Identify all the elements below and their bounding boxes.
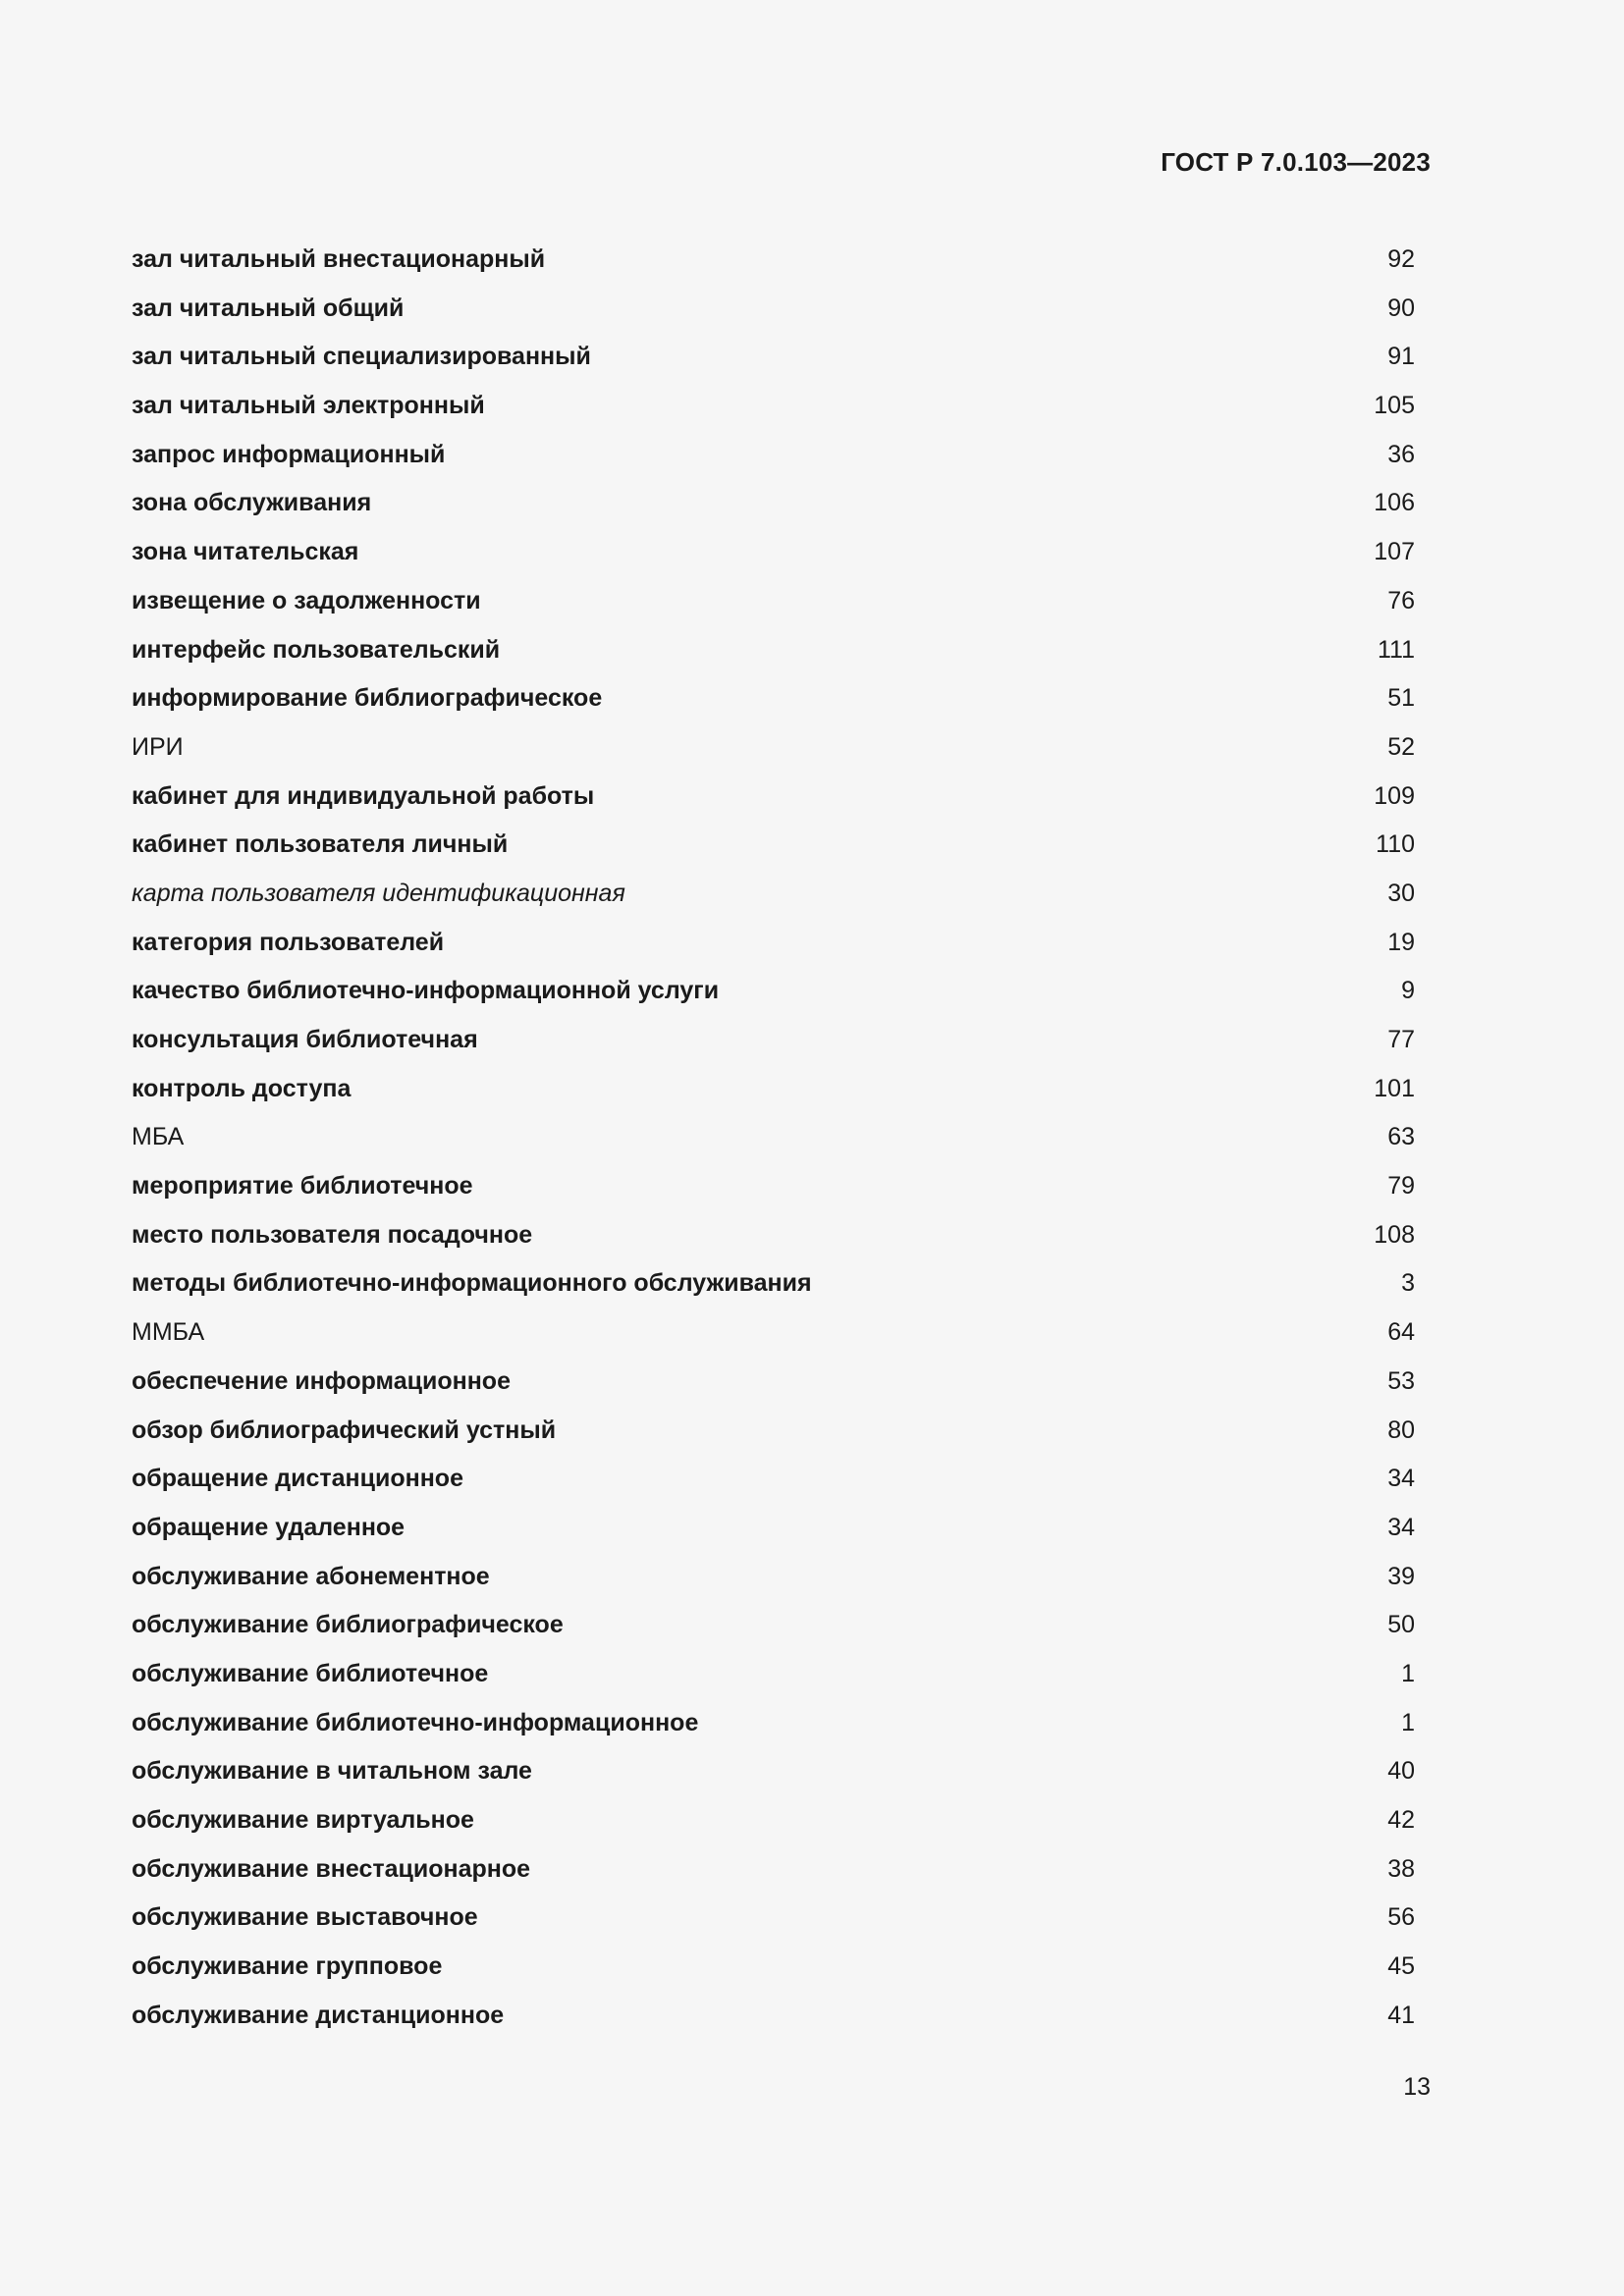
index-term-number: 51 [1387,684,1415,713]
index-term-number: 111 [1377,635,1415,664]
index-term-number: 56 [1387,1903,1415,1932]
index-term: зона читательская [132,538,359,566]
index-term-number: 41 [1387,2001,1415,2029]
index-term-number: 34 [1387,1465,1415,1493]
index-entry [132,919,1415,968]
index-term: категория пользователей [132,928,445,956]
index-term: обращение удаленное [132,1513,406,1541]
alphabetical-term-index [132,236,1415,2040]
index-term-number: 108 [1374,1220,1415,1249]
index-entry [132,773,1415,822]
index-term-number: 1 [1401,1659,1415,1687]
index-term: зал читальный электронный [132,392,485,420]
index-entry [132,1699,1415,1748]
index-entry [132,1113,1415,1162]
index-term: методы библиотечно-информационного обслуживания [132,1269,812,1298]
index-term: кабинет для индивидуальной работы [132,781,595,810]
index-term-number: 50 [1387,1611,1415,1639]
index-entry [132,626,1415,675]
index-term-number: 79 [1387,1172,1415,1201]
index-term: карта пользователя идентификационная [132,879,625,907]
index-term-number: 39 [1387,1562,1415,1590]
index-term-number: 30 [1387,879,1415,907]
index-entry [132,821,1415,870]
index-term-number: 52 [1387,732,1415,761]
index-entry [132,1407,1415,1456]
index-entry [132,479,1415,528]
index-term: кабинет пользователя личный [132,830,509,859]
index-term-number: 77 [1387,1026,1415,1053]
index-term-number: 34 [1387,1513,1415,1541]
index-term-number: 107 [1374,538,1415,566]
index-term: обслуживание внестационарное [132,1854,531,1883]
index-term: запрос информационный [132,440,446,468]
index-entry [132,1553,1415,1602]
index-term: обслуживание библиотечное [132,1659,489,1687]
index-entry [132,382,1415,431]
index-term-number: 42 [1387,1806,1415,1834]
document-header-standard: ГОСТ Р 7.0.103—2023 [1161,147,1431,177]
index-entry [132,1504,1415,1553]
index-term: качество библиотечно-информационной услуги [132,977,720,1005]
index-entry [132,674,1415,723]
index-term-number: 19 [1387,928,1415,956]
index-term: обзор библиографический устный [132,1415,557,1444]
index-entry [132,1162,1415,1211]
index-term: МБА [132,1123,185,1151]
index-term: обеспечение информационное [132,1366,511,1395]
index-term-number: 105 [1374,392,1415,420]
index-term: обслуживание виртуальное [132,1806,474,1834]
index-term: обслуживание абонементное [132,1562,490,1590]
index-term: консультация библиотечная [132,1026,478,1053]
index-term: ММБА [132,1318,205,1347]
index-term-number: 91 [1387,343,1415,371]
index-term-number: 45 [1387,1952,1415,1981]
index-entry [132,723,1415,773]
index-entry [132,1455,1415,1504]
index-entry [132,1601,1415,1650]
index-term: обслуживание групповое [132,1952,443,1981]
index-term: место пользователя посадочное [132,1220,533,1249]
index-entry [132,967,1415,1016]
index-term: обслуживание выставочное [132,1903,478,1932]
index-term-number: 90 [1387,294,1415,322]
index-term: обслуживание в читальном зале [132,1757,532,1786]
index-term-number: 63 [1387,1123,1415,1151]
index-term-number: 109 [1374,781,1415,810]
index-term-number: 36 [1387,440,1415,468]
index-entry [132,1259,1415,1308]
index-entry [132,1358,1415,1407]
index-term: зал читальный внестационарный [132,245,546,273]
index-term: интерфейс пользовательский [132,635,501,664]
index-term-number: 38 [1387,1854,1415,1883]
index-term-number: 40 [1387,1757,1415,1786]
index-term: обслуживание дистанционное [132,2001,505,2029]
index-term: мероприятие библиотечное [132,1172,473,1201]
index-entry [132,1650,1415,1699]
index-term-number: 80 [1387,1415,1415,1444]
index-entry [132,431,1415,480]
index-term-number: 3 [1401,1269,1415,1298]
index-entry [132,1845,1415,1895]
index-entry [132,870,1415,919]
index-term-number: 64 [1387,1318,1415,1347]
index-term-number: 53 [1387,1366,1415,1395]
index-entry [132,285,1415,334]
index-entry [132,333,1415,382]
index-entry [132,1943,1415,1992]
index-term: обращение дистанционное [132,1465,463,1493]
index-term: контроль доступа [132,1074,352,1102]
index-term-number: 110 [1376,830,1415,859]
index-term-number: 101 [1374,1074,1415,1102]
index-entry [132,1747,1415,1796]
page-number: 13 [1403,2073,1431,2101]
index-term-number: 76 [1387,586,1415,614]
index-entry [132,528,1415,577]
index-entry [132,1796,1415,1845]
index-term: обслуживание библиографическое [132,1611,564,1639]
index-entry [132,1016,1415,1065]
index-term: зона обслуживания [132,489,372,517]
index-entry [132,1065,1415,1114]
index-term: ИРИ [132,732,184,761]
index-term-number: 9 [1401,977,1415,1005]
index-term: зал читальный общий [132,294,405,322]
index-entry [132,1992,1415,2041]
index-term: извещение о задолженности [132,586,481,614]
index-term: обслуживание библиотечно-информационное [132,1708,699,1736]
index-entry [132,1211,1415,1260]
index-term-number: 106 [1374,489,1415,517]
index-term-number: 92 [1387,245,1415,273]
index-entry [132,577,1415,626]
index-entry [132,1894,1415,1943]
index-term: зал читальный специализированный [132,343,591,371]
index-term-number: 1 [1401,1708,1415,1736]
index-term: информирование библиографическое [132,684,603,713]
index-entry [132,236,1415,285]
index-entry [132,1308,1415,1358]
